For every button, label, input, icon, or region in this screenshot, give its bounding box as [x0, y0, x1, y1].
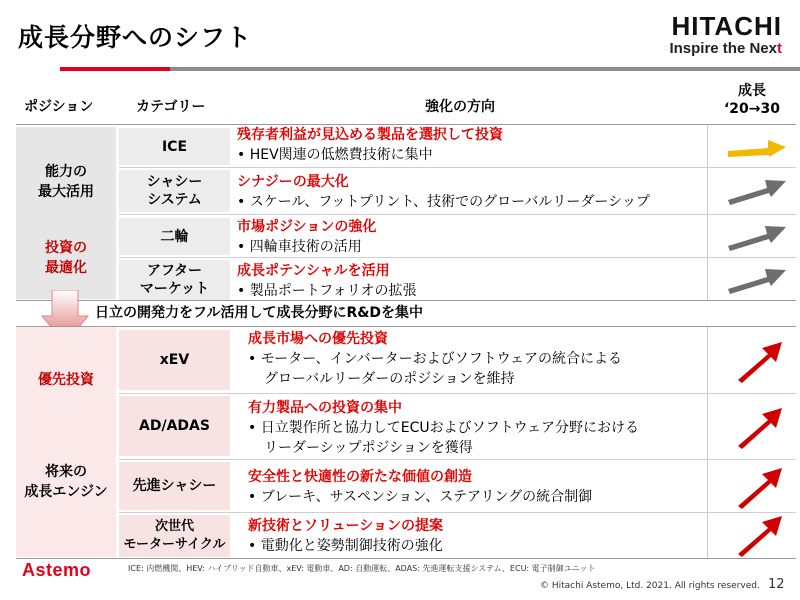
direction-item: • 日立製作所と協力してECUおよびソフトウェア分野における リーダーシップポジションを獲得 — [248, 420, 640, 456]
header-growth-label: 成長 — [738, 83, 766, 99]
header-growth — [708, 82, 796, 118]
direction-chassis — [237, 172, 650, 212]
header-position: ポジション — [24, 99, 94, 115]
page-title: 成長分野へのシフト — [18, 23, 253, 52]
category-advanced-chassis: 先進シャシー — [119, 462, 230, 510]
page-number: 12 — [768, 577, 785, 592]
direction-item-text: 四輪車技術の活用 — [249, 239, 362, 255]
direction-motorcycle — [237, 217, 376, 257]
direction-aftermarket — [237, 261, 416, 301]
title-rule — [170, 67, 800, 71]
category-chassis: シャシー システム — [119, 170, 230, 212]
growth-arrow-up — [712, 168, 796, 208]
direction-item: • 製品ポートフォリオの拡張 — [237, 283, 417, 299]
logo-brand: HITACHI — [671, 11, 782, 41]
row-divider — [119, 393, 796, 394]
position-label-line: 将来の — [45, 464, 87, 480]
direction-ice — [237, 125, 503, 165]
table-rule-top — [16, 124, 796, 125]
direction-heading: 新技術とソリューションの提案 — [248, 518, 444, 534]
table-rule-bottom — [16, 558, 796, 559]
logo-tagline-accent: t — [777, 40, 782, 57]
position-label-priority: 優先投資 — [38, 372, 94, 388]
direction-item: • モーター、インバーターおよびソフトウェアの統合による グローバルリーダーのポジションを維持 — [248, 351, 623, 387]
rd-focus-banner: 日立の開発力をフル活用して成長分野にR&Dを集中 — [95, 305, 424, 321]
position-label-optimize — [16, 238, 116, 278]
growth-column-divider — [707, 124, 708, 300]
growth-column-divider — [707, 327, 708, 558]
direction-item-text: 製品ポートフォリオの拡張 — [249, 283, 417, 299]
category-next-gen-motorcycle: 次世代 モーターサイクル — [119, 515, 230, 557]
category-ice: ICE — [119, 128, 230, 165]
direction-item: • スケール、フットプリント、技術でのグローバルリーダーシップ — [237, 194, 650, 210]
direction-item-text: モーター、インバーターおよびソフトウェアの統合による グローバルリーダーのポジションを維持 — [260, 351, 623, 387]
position-label-maximize — [16, 162, 116, 202]
category-motorcycle: 二輪 — [119, 218, 230, 255]
growth-arrow-steep — [712, 336, 796, 384]
direction-heading: 市場ポジションの強化 — [237, 219, 377, 235]
position-label-line: 最大活用 — [38, 184, 94, 200]
growth-arrow-up — [712, 214, 796, 254]
direction-item-text: スケール、フットプリント、技術でのグローバルリーダーシップ — [249, 194, 650, 210]
hitachi-logo — [669, 12, 782, 58]
position-label-line: 最適化 — [45, 260, 87, 276]
logo-tagline-main: Inspire the Nex — [669, 40, 777, 57]
row-divider — [119, 167, 796, 168]
direction-heading: 成長ポテンシャルを活用 — [237, 263, 390, 279]
direction-heading: シナジーの最大化 — [237, 174, 349, 190]
position-label-line: 成長エンジン — [24, 484, 108, 500]
direction-item: • HEV関連の低燃費技術に集中 — [237, 147, 433, 163]
header-category: カテゴリー — [136, 99, 206, 115]
direction-next-gen-motorcycle — [248, 516, 443, 556]
direction-heading: 残存者利益が見込める製品を選択して投資 — [237, 127, 503, 143]
table-rule-bottom-top — [16, 326, 796, 327]
direction-heading: 有力製品への投資の集中 — [248, 400, 402, 416]
direction-heading: 成長市場への優先投資 — [248, 331, 388, 347]
direction-item-text: HEV関連の低燃費技術に集中 — [249, 147, 433, 163]
section-divider — [16, 300, 796, 301]
position-label-line: 投資の — [45, 240, 87, 256]
logo-tagline — [669, 40, 782, 58]
astemo-logo: Astemo — [22, 560, 92, 580]
direction-item: • 電動化と姿勢制御技術の強化 — [248, 538, 443, 554]
direction-item-text: 日立製作所と協力してECUおよびソフトウェア分野における リーダーシップポジションを獲得 — [260, 420, 640, 456]
title-accent-bar — [60, 67, 170, 71]
position-box-bottom — [16, 327, 116, 557]
row-divider — [119, 257, 796, 258]
direction-item: • 四輪車技術の活用 — [237, 239, 362, 255]
header-growth-period: ‘20→30 — [723, 101, 780, 117]
growth-arrow-steep — [712, 510, 796, 558]
growth-arrow-flat — [712, 127, 796, 167]
position-label-growth-engine — [16, 462, 116, 502]
direction-item-text: 電動化と姿勢制御技術の強化 — [260, 538, 443, 554]
position-label-line: 能力の — [45, 164, 87, 180]
direction-item-text: ブレーキ、サスペンション、ステアリングの統合制御 — [260, 489, 593, 505]
direction-xev — [248, 329, 622, 389]
category-xev: xEV — [119, 330, 230, 390]
direction-ad-adas — [248, 398, 639, 458]
category-ad-adas: AD/ADAS — [119, 396, 230, 456]
row-divider — [119, 214, 796, 215]
direction-item: • ブレーキ、サスペンション、ステアリングの統合制御 — [248, 489, 593, 505]
growth-arrow-steep — [712, 402, 796, 450]
category-aftermarket: アフター マーケット — [119, 260, 230, 300]
growth-arrow-up — [712, 257, 796, 297]
direction-advanced-chassis — [248, 467, 592, 507]
row-divider — [119, 459, 796, 460]
header-direction: 強化の方向 — [425, 99, 495, 115]
row-divider — [119, 512, 796, 513]
copyright: © Hitachi Astemo, Ltd. 2021. All rights reserved. — [540, 581, 760, 591]
direction-heading: 安全性と快適性の新たな価値の創造 — [248, 469, 472, 485]
abbreviation-footnote: ICE: 内燃機関、HEV: ハイブリッド自動車、xEV: 電動車、AD: 自動運転、ADAS: 先進運転支援システム、ECU: 電子制御ユニット — [128, 564, 596, 573]
growth-arrow-steep — [712, 462, 796, 510]
